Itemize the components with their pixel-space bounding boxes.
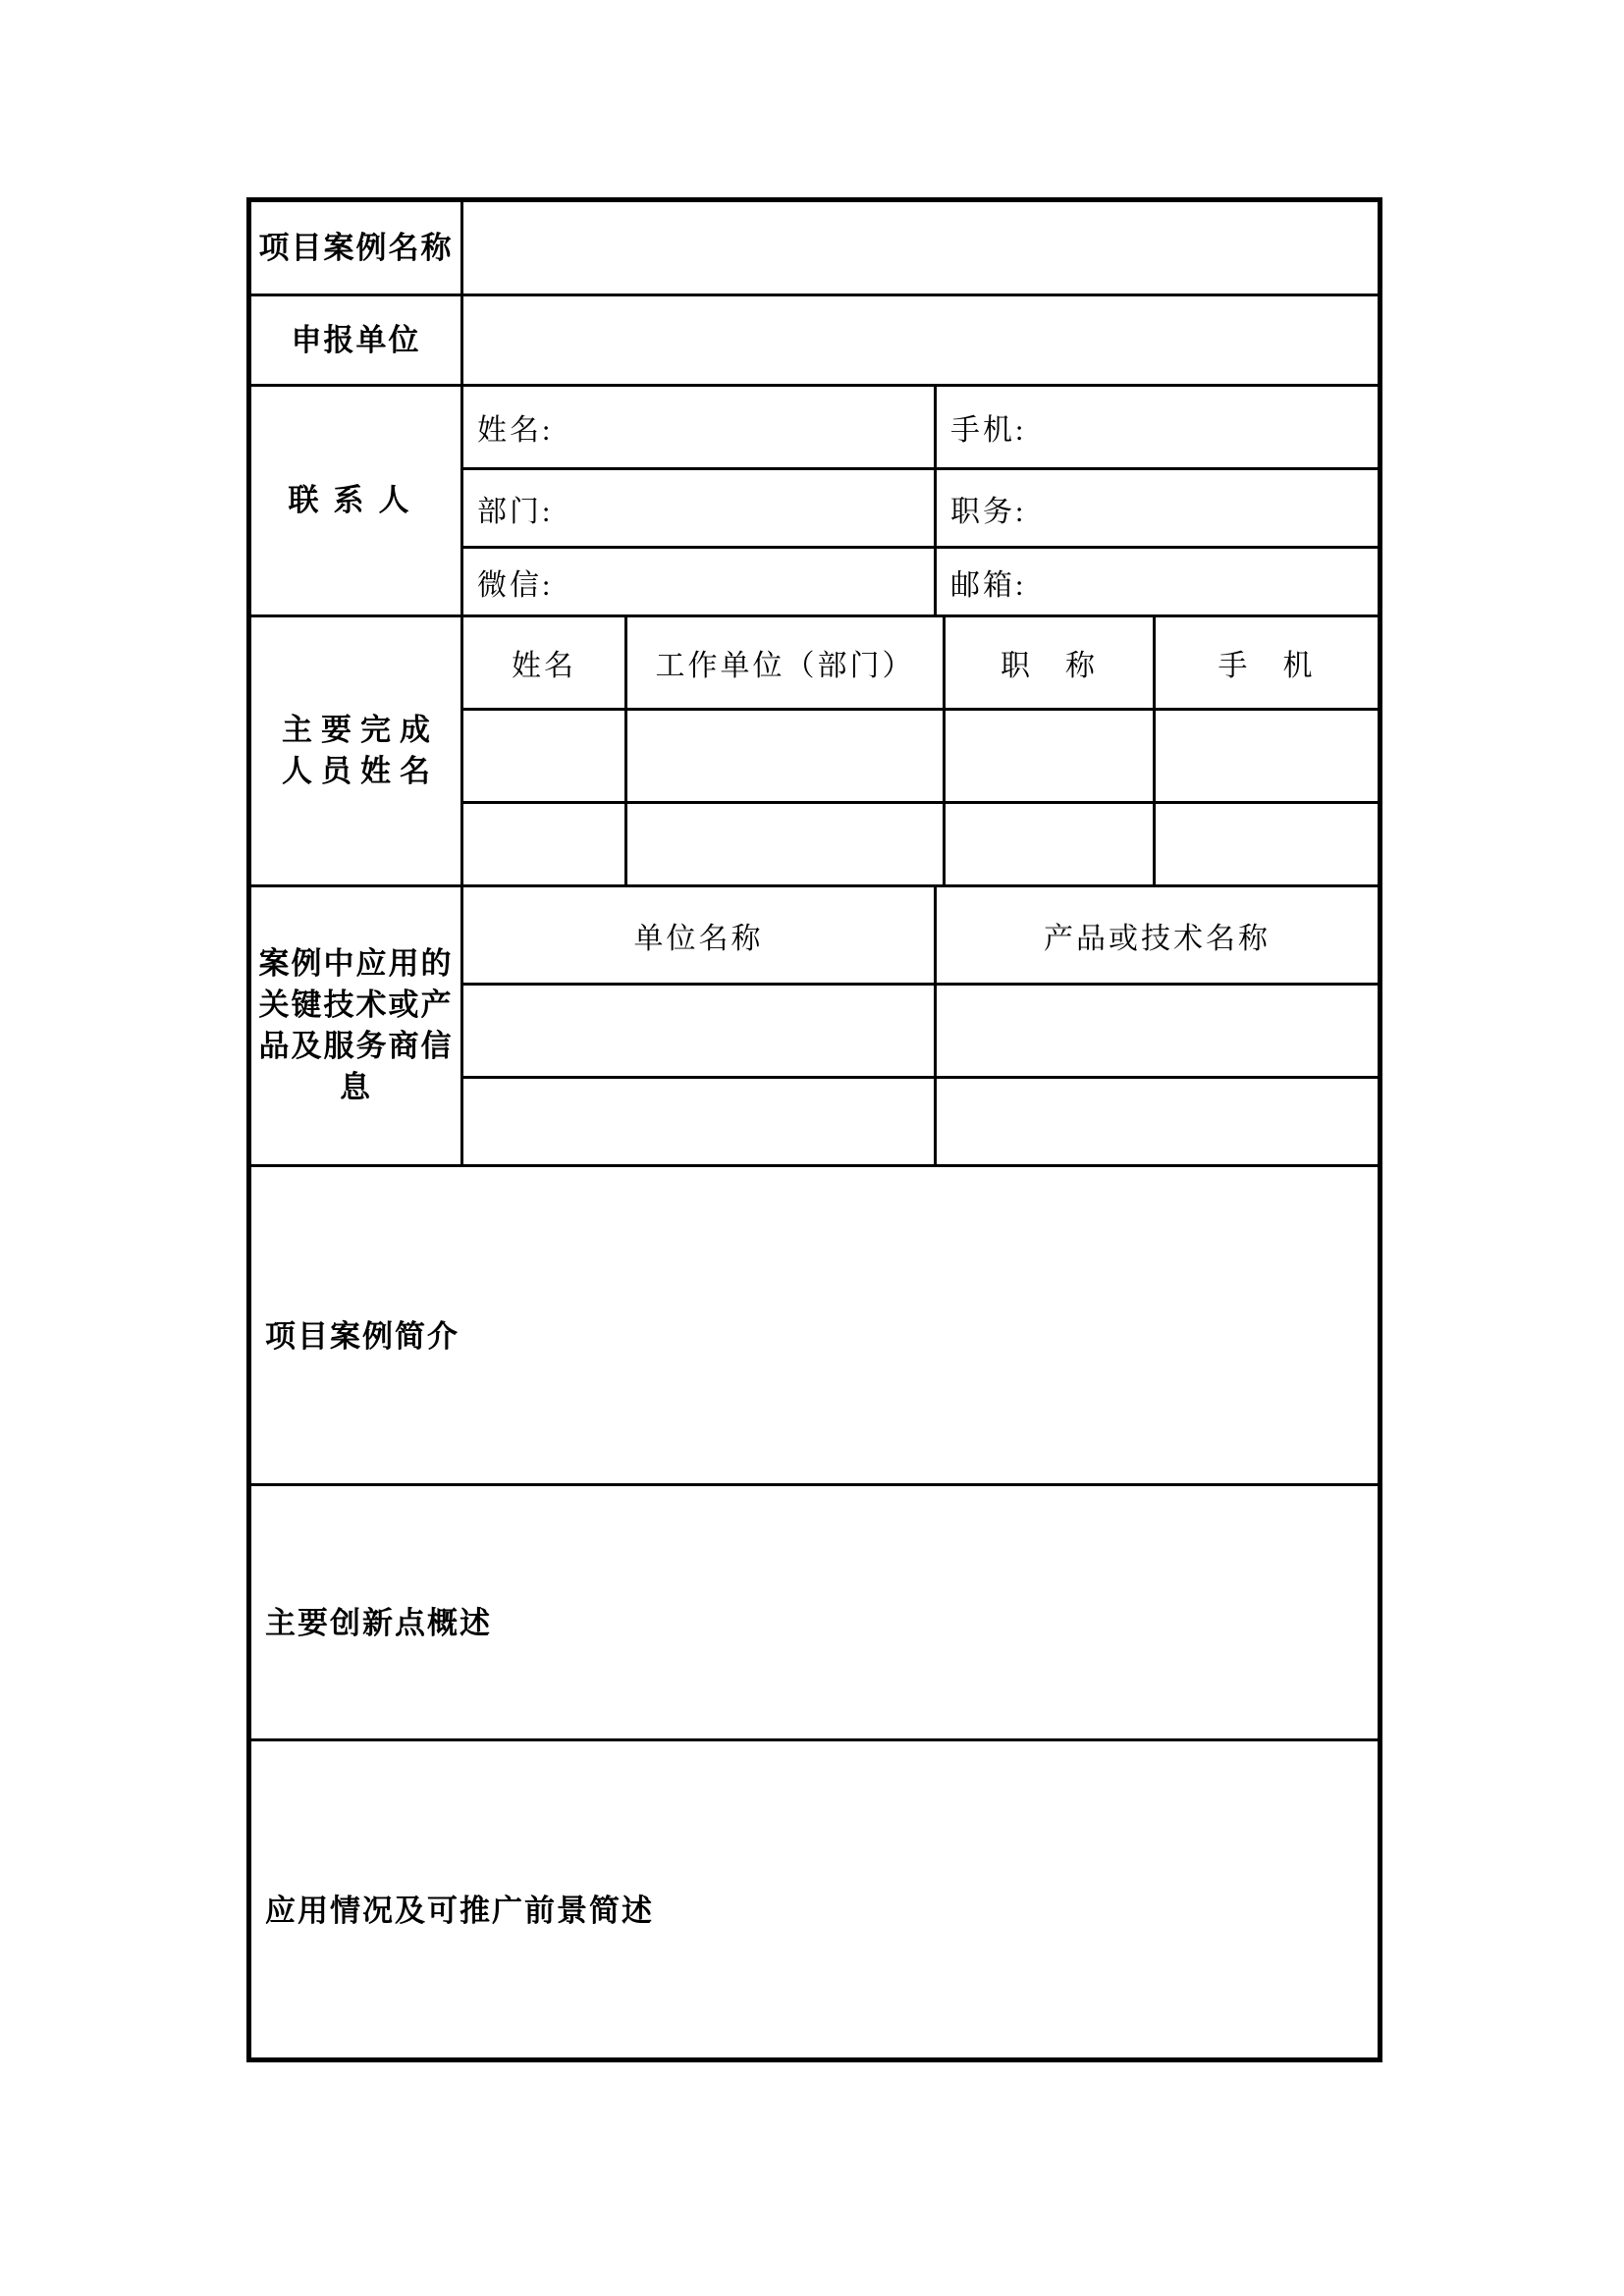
personnel-2-name-cell[interactable] <box>462 803 626 886</box>
contact-mobile-field-cell[interactable] <box>936 386 1380 469</box>
contact-label: 联系人 <box>249 386 462 616</box>
personnel-label-line2: 人员姓名 <box>282 754 439 788</box>
project-name-input-cell[interactable] <box>462 200 1380 295</box>
technology-2-product-cell[interactable] <box>936 1078 1380 1166</box>
contact-wechat-field-cell[interactable] <box>462 548 936 616</box>
personnel-2-unit-cell[interactable] <box>626 803 945 886</box>
contact-wechat-label: 微信: <box>477 568 554 602</box>
row-technology-header <box>249 886 1380 985</box>
row-innovation-section <box>249 1485 1380 1740</box>
row-application-section <box>249 1740 1380 2060</box>
application-form-table <box>246 197 1382 2062</box>
technology-2-unit-cell[interactable] <box>462 1078 936 1166</box>
personnel-col-unit-header: 工作单位（部门） <box>626 616 945 710</box>
personnel-1-title-cell[interactable] <box>945 710 1155 803</box>
intro-section-cell[interactable] <box>249 1166 1380 1485</box>
row-personnel-header <box>249 616 1380 710</box>
contact-name-label: 姓名: <box>477 414 554 447</box>
technology-col-unit-header: 单位名称 <box>462 886 936 985</box>
technology-col-product-header: 产品或技术名称 <box>936 886 1380 985</box>
innovation-section-label: 主要创新点概述 <box>265 1606 492 1640</box>
personnel-col-mobile-header: 手 机 <box>1155 616 1380 710</box>
personnel-label-line1: 主要完成 <box>282 713 439 748</box>
row-intro-section <box>249 1166 1380 1485</box>
row-project-name <box>249 200 1380 295</box>
row-contact-1 <box>249 386 1380 469</box>
intro-section-label: 项目案例简介 <box>265 1318 460 1354</box>
personnel-col-title-header: 职 称 <box>945 616 1155 710</box>
technology-1-unit-cell[interactable] <box>462 985 936 1078</box>
application-section-cell[interactable] <box>249 1740 1380 2060</box>
row-applicant <box>249 295 1380 386</box>
innovation-section-cell[interactable] <box>249 1485 1380 1740</box>
contact-mobile-label: 手机: <box>950 414 1027 447</box>
applicant-label: 申报单位 <box>249 295 462 386</box>
technology-1-product-cell[interactable] <box>936 985 1380 1078</box>
contact-position-field-cell[interactable] <box>936 469 1380 548</box>
personnel-label <box>249 616 462 886</box>
personnel-1-mobile-cell[interactable] <box>1155 710 1380 803</box>
applicant-input-cell[interactable] <box>462 295 1380 386</box>
contact-email-label: 邮箱: <box>950 568 1027 602</box>
personnel-col-name-header: 姓名 <box>462 616 626 710</box>
project-name-label: 项目案例名称 <box>249 200 462 295</box>
personnel-2-title-cell[interactable] <box>945 803 1155 886</box>
personnel-1-name-cell[interactable] <box>462 710 626 803</box>
contact-dept-field-cell[interactable] <box>462 469 936 548</box>
application-section-label: 应用情况及可推广前景简述 <box>265 1893 654 1928</box>
contact-name-field-cell[interactable] <box>462 386 936 469</box>
personnel-1-unit-cell[interactable] <box>626 710 945 803</box>
technology-label: 案例中应用的关键技术或产品及服务商信息 <box>249 886 462 1166</box>
contact-email-field-cell[interactable] <box>936 548 1380 616</box>
contact-dept-label: 部门: <box>477 495 554 528</box>
contact-position-label: 职务: <box>950 495 1027 528</box>
personnel-2-mobile-cell[interactable] <box>1155 803 1380 886</box>
